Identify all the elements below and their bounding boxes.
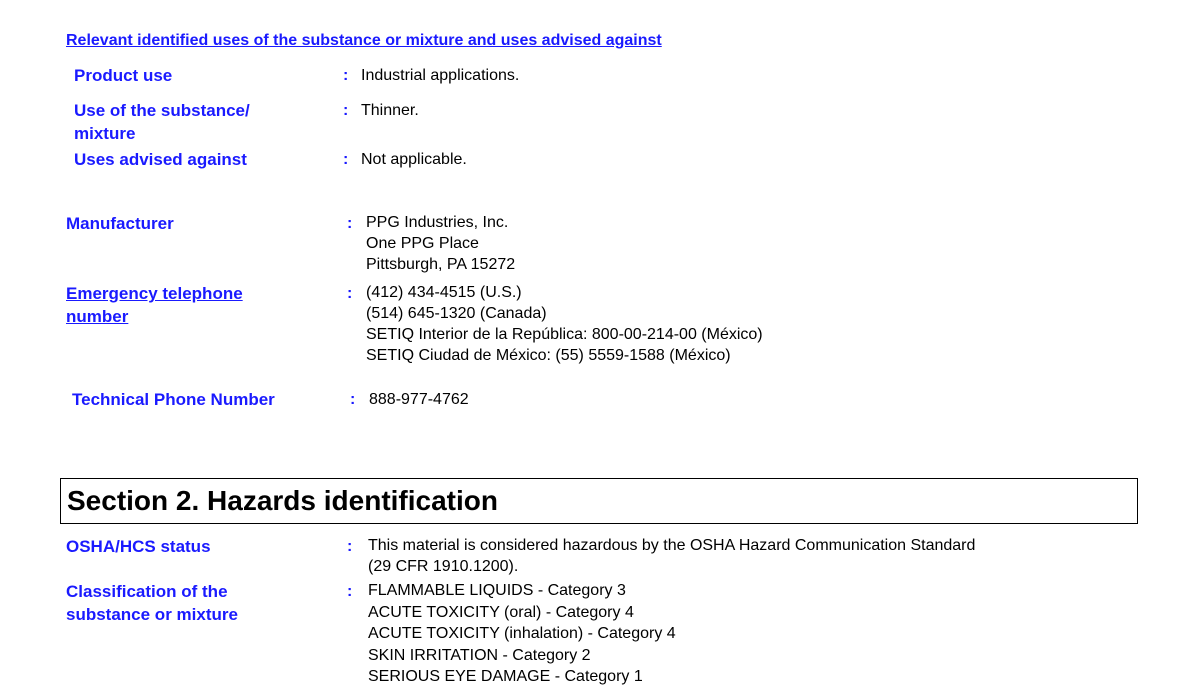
use-of-substance-label-line1: Use of the substance/ <box>74 101 250 120</box>
classification-item: ACUTE TOXICITY (inhalation) - Category 4 <box>368 625 676 642</box>
classification-item: SERIOUS EYE DAMAGE - Category 1 <box>368 668 643 685</box>
osha-status-value <box>368 535 975 577</box>
colon: : <box>347 583 353 600</box>
classification-item: SKIN IRRITATION - Category 2 <box>368 646 591 664</box>
emergency-line: SETIQ Ciudad de México: (55) 5559-1588 (México) <box>366 347 731 364</box>
osha-status-label: OSHA/HCS status <box>66 537 211 556</box>
emergency-numbers <box>366 282 763 366</box>
classification-item: FLAMMABLE LIQUIDS - Category 3 <box>368 582 626 599</box>
colon: : <box>347 215 353 232</box>
emergency-line: (412) 434-4515 (U.S.) <box>366 284 522 301</box>
technical-phone-label: Technical Phone Number <box>72 390 275 409</box>
emergency-line: (514) 645-1320 (Canada) <box>366 305 547 322</box>
manufacturer-label: Manufacturer <box>66 214 174 233</box>
manufacturer-line: PPG Industries, Inc. <box>366 214 509 231</box>
uses-advised-against-label: Uses advised against <box>74 150 247 169</box>
product-use-label: Product use <box>74 66 173 85</box>
colon: : <box>343 151 349 168</box>
technical-phone-value: 888-977-4762 <box>369 391 469 408</box>
manufacturer-line: Pittsburgh, PA 15272 <box>366 256 516 273</box>
manufacturer-line: One PPG Place <box>366 235 479 252</box>
emergency-telephone-label-line2[interactable]: number <box>66 307 129 326</box>
uses-heading: Relevant identified uses of the substance or mixture and uses advised against <box>66 32 662 49</box>
colon: : <box>343 67 349 84</box>
section-2-header <box>60 478 1138 524</box>
use-of-substance-value: Thinner. <box>361 102 419 119</box>
classification-list <box>368 580 676 688</box>
emergency-telephone-label-line1[interactable]: Emergency telephone <box>66 284 243 303</box>
colon: : <box>347 538 353 555</box>
osha-line: (29 CFR 1910.1200). <box>368 558 519 575</box>
colon: : <box>347 285 353 302</box>
classification-item: ACUTE TOXICITY (oral) - Category 4 <box>368 603 634 621</box>
colon: : <box>350 391 356 408</box>
classification-label-line2: substance or mixture <box>66 605 238 624</box>
osha-line: This material is considered hazardous by the OSHA Hazard Communication Standard <box>368 537 976 554</box>
uses-advised-against-value: Not applicable. <box>361 151 467 168</box>
use-of-substance-label-line2: mixture <box>74 124 136 143</box>
manufacturer-address <box>366 212 515 275</box>
product-use-value: Industrial applications. <box>361 67 520 84</box>
emergency-line: SETIQ Interior de la República: 800-00-214-00 (México) <box>366 326 763 343</box>
section-2-title: Section 2. Hazards identification <box>67 485 498 516</box>
classification-label-line1: Classification of the <box>66 582 228 601</box>
colon: : <box>343 102 349 119</box>
